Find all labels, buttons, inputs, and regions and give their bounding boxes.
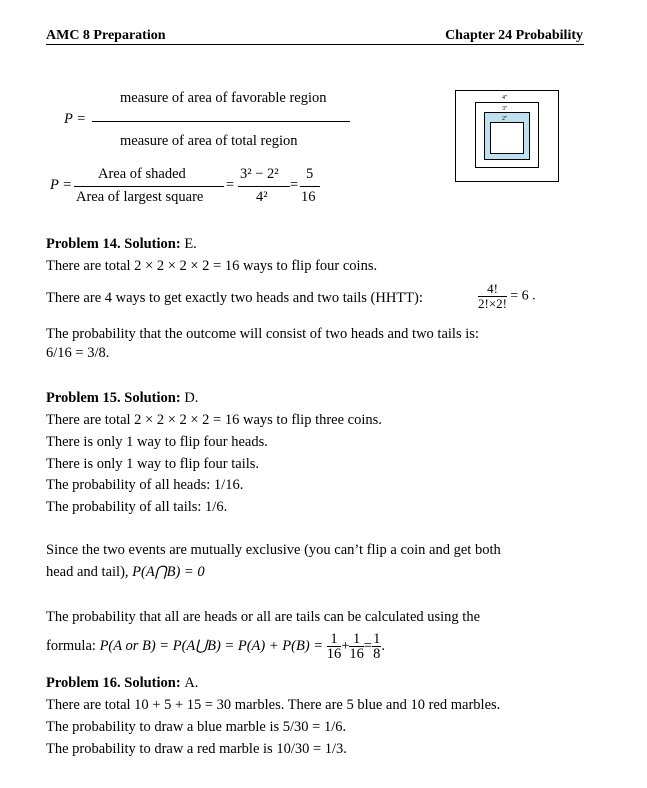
header-rule bbox=[46, 44, 584, 45]
formula2-num3: 5 bbox=[306, 166, 314, 182]
p15-calc2-text: formula: bbox=[46, 638, 96, 654]
formula1-numerator: measure of area of favorable region bbox=[120, 90, 327, 106]
header-right: Chapter 24 Probability bbox=[445, 28, 583, 43]
p14-title: Problem 14 bbox=[46, 236, 118, 252]
formula2-den2: 4² bbox=[256, 189, 268, 205]
p15-frac3 bbox=[372, 632, 381, 661]
p16-line: There are total 10 + 5 + 15 = 30 marbles. There are 5 blue and 10 red marbles. bbox=[46, 697, 501, 713]
p15-exclusive2-math: P(A⋂B) = 0 bbox=[132, 564, 205, 580]
p14-answer: E. bbox=[184, 236, 197, 252]
p15-eq: = bbox=[363, 638, 373, 654]
p14-line2: There are 4 ways to get exactly two heads and two tails (HHTT): bbox=[46, 290, 423, 306]
p15-frac2-den: 16 bbox=[349, 646, 364, 662]
p15-answer: D. bbox=[184, 390, 199, 406]
formula1-fraction-bar bbox=[92, 121, 350, 122]
formula2-p: P = bbox=[50, 177, 73, 193]
formula1-denominator: measure of area of total region bbox=[120, 133, 298, 149]
formula2-eq2: = bbox=[290, 177, 299, 193]
p14-frac-num: 4! bbox=[478, 282, 507, 297]
p15-end: . bbox=[381, 638, 385, 654]
p16-line: The probability to draw a red marble is 10/30 = 1/3. bbox=[46, 741, 347, 757]
p15-line: There are total 2 × 2 × 2 × 2 = 16 ways to flip three coins. bbox=[46, 412, 382, 428]
p15-line: There is only 1 way to flip four tails. bbox=[46, 456, 260, 472]
p15-solution-label: . Solution: bbox=[117, 390, 185, 406]
p15-calc2-math: P(A or B) = P(A⋃B) = P(A) + P(B) = bbox=[99, 638, 324, 654]
formula1-p: P = bbox=[64, 111, 87, 127]
formula2-eq1: = bbox=[226, 177, 235, 193]
formula2-bar1 bbox=[74, 186, 224, 187]
p14-heading bbox=[46, 236, 197, 253]
p14-line3: The probability that the outcome will consist of two heads and two tails is: bbox=[46, 326, 479, 342]
p14-line4: 6/16 = 3/8. bbox=[46, 345, 110, 361]
p15-frac3-num: 1 bbox=[373, 631, 381, 647]
header-left: AMC 8 Preparation bbox=[46, 28, 166, 43]
p15-plus: + bbox=[341, 638, 350, 654]
p15-heading bbox=[46, 390, 198, 407]
inner-label: 2" bbox=[502, 116, 508, 122]
outer-label: 4" bbox=[502, 95, 508, 101]
inner-square bbox=[490, 122, 524, 154]
p15-exclusive1: Since the two events are mutually exclusive (you can’t flip a coin and get both bbox=[46, 542, 501, 558]
p15-calc1: The probability that all are heads or all are tails can be calculated using the bbox=[46, 609, 481, 625]
p15-exclusive2 bbox=[46, 564, 205, 581]
formula2-denominator: Area of largest square bbox=[76, 189, 204, 205]
p15-title: Problem 15 bbox=[46, 390, 118, 406]
p15-calc2 bbox=[46, 632, 385, 661]
p16-title: Problem 16 bbox=[46, 675, 118, 691]
p14-fraction bbox=[478, 282, 536, 311]
p15-frac3-den: 8 bbox=[373, 646, 381, 662]
p15-line: There is only 1 way to flip four heads. bbox=[46, 434, 268, 450]
p15-frac2 bbox=[349, 632, 364, 661]
formula2-den3: 16 bbox=[301, 189, 316, 205]
p16-solution-label: . Solution: bbox=[117, 675, 185, 691]
p16-line: The probability to draw a blue marble is 5/30 = 1/6. bbox=[46, 719, 347, 735]
p14-frac-den: 2!×2! bbox=[478, 296, 507, 311]
formula2-bar2 bbox=[238, 186, 290, 187]
p14-line1: There are total 2 × 2 × 2 × 2 = 16 ways to flip four coins. bbox=[46, 258, 378, 274]
formula2-bar3 bbox=[300, 186, 320, 187]
p14-solution-label: . Solution: bbox=[117, 236, 185, 252]
formula2-numerator: Area of shaded bbox=[98, 166, 186, 182]
p15-frac2-num: 1 bbox=[349, 632, 364, 647]
p16-answer: A. bbox=[184, 675, 199, 691]
formula2-num2: 3² − 2² bbox=[240, 166, 279, 182]
p15-line: The probability of all tails: 1/6. bbox=[46, 499, 228, 515]
p15-frac1-num: 1 bbox=[327, 632, 342, 647]
p16-heading bbox=[46, 675, 198, 692]
p15-frac1 bbox=[327, 632, 342, 661]
p15-frac1-den: 16 bbox=[326, 646, 342, 662]
p15-line: The probability of all heads: 1/16. bbox=[46, 477, 244, 493]
p15-exclusive2-text: head and tail), bbox=[46, 564, 129, 580]
middle-label: 3" bbox=[502, 106, 508, 112]
p14-frac-result: = 6 . bbox=[510, 288, 536, 304]
